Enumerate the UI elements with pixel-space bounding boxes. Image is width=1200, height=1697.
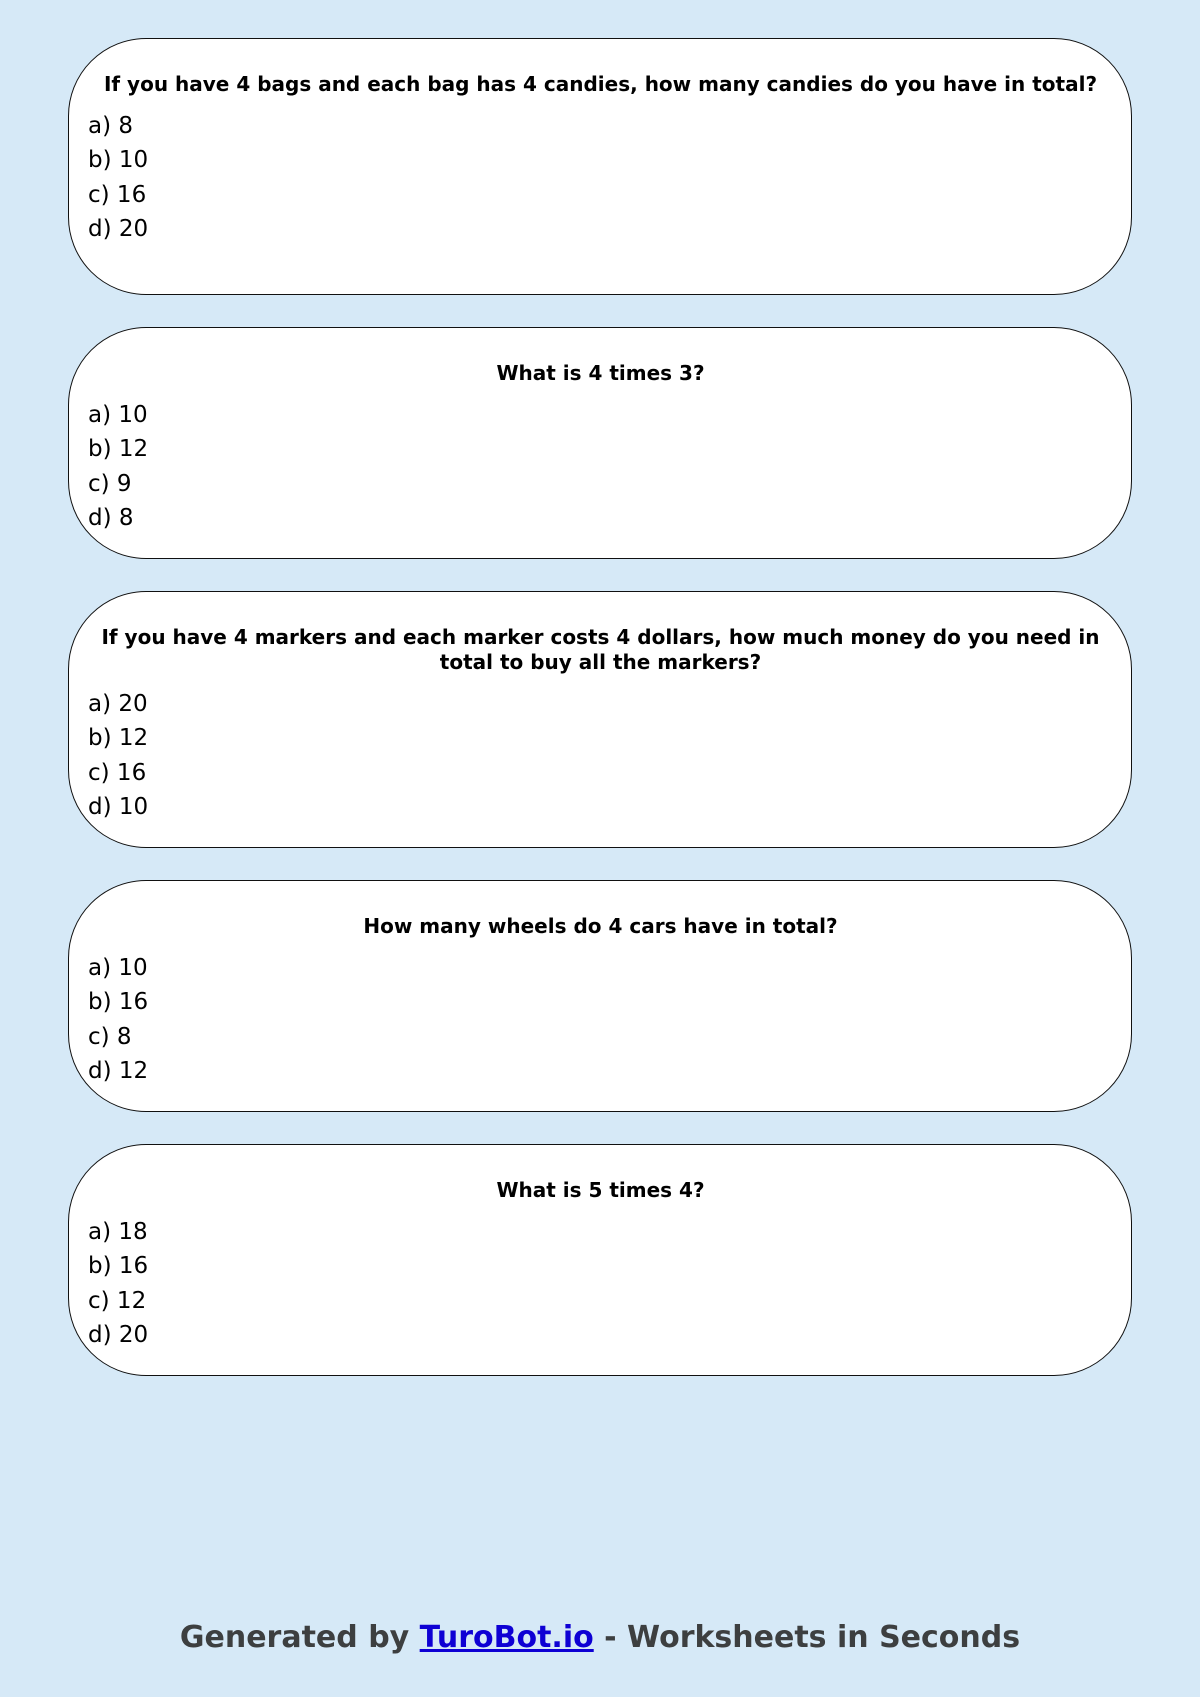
answer-option: c) 16 [88,181,147,208]
question-card [68,591,1132,848]
answer-option: c) 8 [88,1023,132,1050]
question-card [68,1144,1132,1376]
answer-option: a) 8 [88,113,134,139]
answer-option: b) 16 [88,989,149,1016]
answer-option: c) 9 [88,470,132,497]
footer-credit [0,1618,1200,1658]
footer-prefix: Generated by [179,1620,420,1655]
answer-option: d) 20 [88,215,149,242]
answer-options [88,687,1113,824]
answer-options [88,951,1113,1088]
answer-option: c) 16 [88,759,147,786]
question-card [68,880,1132,1112]
answer-option: b) 16 [88,1253,149,1280]
answer-option: d) 8 [88,504,134,531]
answer-option: c) 12 [88,1287,147,1314]
answer-options [88,398,1113,535]
turobot-link[interactable]: TuroBot.io [419,1620,594,1655]
answer-option: b) 12 [88,725,149,752]
answer-option: b) 12 [88,436,149,463]
question-text: What is 4 times 3? [496,361,705,385]
answer-options [88,109,1113,246]
question-card [68,327,1132,559]
question-text: If you have 4 bags and each bag has 4 candies, how many candies do you have in total? [103,72,1098,96]
question-text: How many wheels do 4 cars have in total? [363,914,838,938]
question-card [68,38,1132,295]
answer-option: d) 12 [88,1057,149,1084]
question-list [68,38,1132,1408]
answer-option: a) 18 [88,1219,148,1245]
footer-suffix: - Worksheets in Seconds [593,1620,1021,1655]
answer-options [88,1215,1113,1352]
answer-option: a) 10 [88,955,148,981]
answer-option: d) 10 [88,793,149,820]
question-text: If you have 4 markers and each marker costs 4 dollars, how much money do you need in total to buy all the markers? [101,625,1100,674]
answer-option: d) 20 [88,1321,149,1348]
answer-option: a) 20 [88,691,148,717]
answer-option: a) 10 [88,402,148,428]
question-text: What is 5 times 4? [496,1178,705,1202]
answer-option: b) 10 [88,147,149,174]
